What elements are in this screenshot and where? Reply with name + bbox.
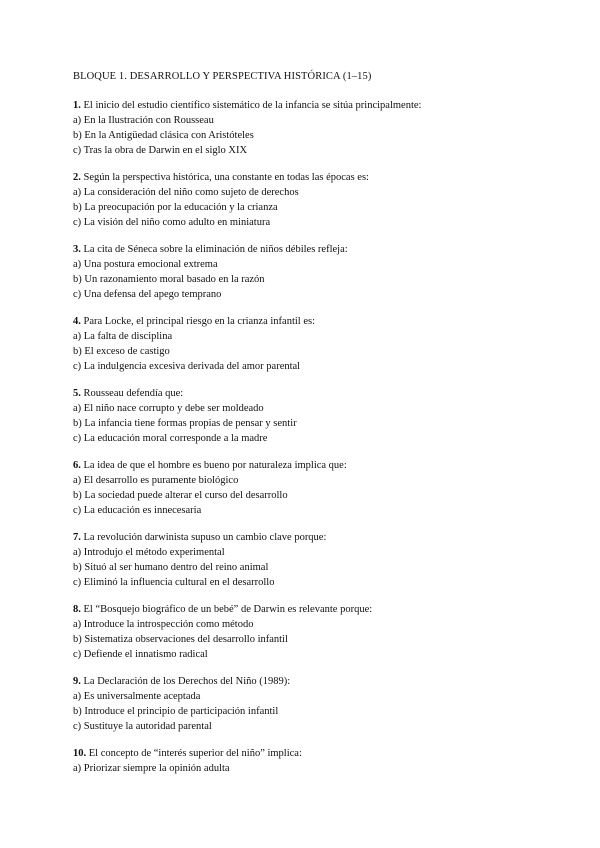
question-9 (73, 675, 553, 734)
question-list (73, 99, 553, 776)
question-text: Para Locke, el principal riesgo en la crianza infantil es: (83, 316, 315, 327)
answer-option: a) Introduce la introspección como método (73, 619, 254, 630)
answer-option: a) La falta de disciplina (73, 331, 173, 342)
option-list (73, 617, 553, 662)
answer-option: b) Situó al ser humano dentro del reino animal (73, 562, 269, 573)
answer-option: a) El niño nace corrupto y debe ser moldeado (73, 403, 264, 414)
question-text: La Declaración de los Derechos del Niño (1989): (83, 676, 291, 687)
answer-option: b) La sociedad puede alterar el curso del desarrollo (73, 490, 288, 501)
answer-option: b) El exceso de castigo (73, 346, 170, 357)
answer-option: c) La educación es innecesaria (73, 505, 202, 516)
question-number: 10. (73, 748, 87, 759)
answer-option: a) Es universalmente aceptada (73, 691, 201, 702)
question-4 (73, 315, 553, 374)
answer-option: c) Una defensa del apego temprano (73, 289, 222, 300)
answer-option: a) El desarrollo es puramente biológico (73, 475, 239, 486)
question-stem (73, 99, 553, 113)
option-list (73, 545, 553, 590)
question-stem (73, 459, 553, 473)
question-stem (73, 387, 553, 401)
answer-option: a) Una postura emocional extrema (73, 259, 218, 270)
question-text: La cita de Séneca sobre la eliminación de niños débiles refleja: (83, 244, 348, 255)
answer-option: b) Introduce el principio de participación infantil (73, 706, 279, 717)
answer-option: b) Sistematiza observaciones del desarrollo infantil (73, 634, 288, 645)
answer-option: a) Introdujo el método experimental (73, 547, 225, 558)
question-stem (73, 747, 553, 761)
answer-option: b) Un razonamiento moral basado en la razón (73, 274, 265, 285)
question-number: 4. (73, 316, 81, 327)
question-number: 6. (73, 460, 81, 471)
question-number: 8. (73, 604, 81, 615)
answer-option: c) La visión del niño como adulto en miniatura (73, 217, 271, 228)
question-text: La revolución darwinista supuso un cambio clave porque: (83, 532, 327, 543)
option-list (73, 473, 553, 518)
question-stem (73, 531, 553, 545)
answer-option: c) La educación moral corresponde a la madre (73, 433, 268, 444)
question-number: 7. (73, 532, 81, 543)
answer-option: b) La preocupación por la educación y la crianza (73, 202, 278, 213)
question-text: La idea de que el hombre es bueno por naturaleza implica que: (83, 460, 347, 471)
option-list (73, 113, 553, 158)
answer-option: a) La consideración del niño como sujeto de derechos (73, 187, 299, 198)
question-text: Rousseau defendía que: (83, 388, 184, 399)
question-text: El “Bosquejo biográfico de un bebé” de Darwin es relevante porque: (83, 604, 373, 615)
question-2 (73, 171, 553, 230)
answer-option: c) La indulgencia excesiva derivada del amor parental (73, 361, 301, 372)
answer-option: a) En la Ilustración con Rousseau (73, 115, 214, 126)
question-5 (73, 387, 553, 446)
question-number: 5. (73, 388, 81, 399)
option-list (73, 257, 553, 302)
block-title: BLOQUE 1. DESARROLLO Y PERSPECTIVA HISTÓRICA (1–15) (73, 71, 372, 82)
question-stem (73, 603, 553, 617)
question-stem (73, 243, 553, 257)
question-8 (73, 603, 553, 662)
question-text: Según la perspectiva histórica, una constante en todas las épocas es: (83, 172, 369, 183)
answer-option: c) Defiende el innatismo radical (73, 649, 208, 660)
option-list (73, 761, 553, 776)
question-number: 1. (73, 100, 81, 111)
option-list (73, 185, 553, 230)
document-page (73, 70, 553, 789)
option-list (73, 329, 553, 374)
question-text: El inicio del estudio científico sistemático de la infancia se sitúa principalmente: (83, 100, 422, 111)
answer-option: b) En la Antigüedad clásica con Aristóteles (73, 130, 254, 141)
answer-option: c) Tras la obra de Darwin en el siglo XIX (73, 145, 248, 156)
question-stem (73, 171, 553, 185)
option-list (73, 689, 553, 734)
question-number: 2. (73, 172, 81, 183)
question-1 (73, 99, 553, 158)
answer-option: a) Priorizar siempre la opinión adulta (73, 763, 230, 774)
answer-option: c) Eliminó la influencia cultural en el desarrollo (73, 577, 275, 588)
question-10 (73, 747, 553, 776)
question-number: 3. (73, 244, 81, 255)
question-6 (73, 459, 553, 518)
question-number: 9. (73, 676, 81, 687)
question-stem (73, 675, 553, 689)
question-3 (73, 243, 553, 302)
option-list (73, 401, 553, 446)
answer-option: b) La infancia tiene formas propias de pensar y sentir (73, 418, 297, 429)
answer-option: c) Sustituye la autoridad parental (73, 721, 212, 732)
question-text: El concepto de “interés superior del niño” implica: (88, 748, 302, 759)
question-7 (73, 531, 553, 590)
question-stem (73, 315, 553, 329)
